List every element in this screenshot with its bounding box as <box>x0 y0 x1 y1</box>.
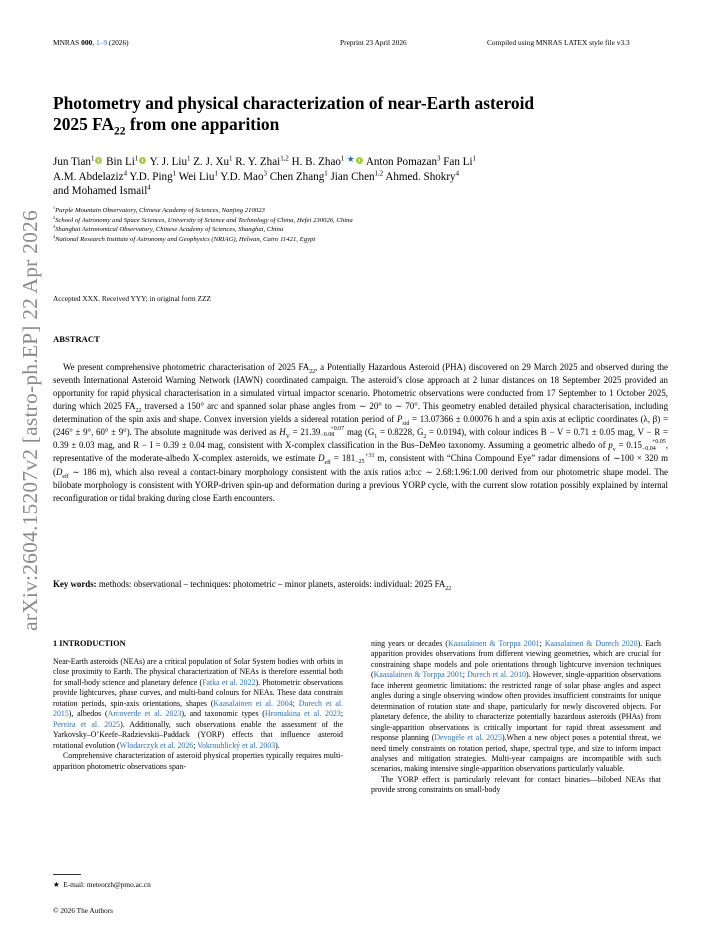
author-name: Jun Tian <box>53 156 91 168</box>
author-name: Anton Pomazan <box>365 156 438 168</box>
page-range-link[interactable]: 1–9 <box>95 38 108 47</box>
footnote-star-icon: ★ <box>53 880 60 889</box>
citation-link[interactable]: Kaasalainen & Durech 2020 <box>544 639 638 648</box>
author-affiliation-marker: 3 <box>263 169 267 177</box>
citation-link[interactable]: Kaasalainen & Torppa 2001 <box>373 670 463 680</box>
author-affiliation-marker: 1 <box>90 155 95 163</box>
paper-title: Photometry and physical characterization of near-Earth asteroid 2025 $FA_{22}$ from one apparition <box>53 93 535 138</box>
keywords: Key words: methods: observational – techniques: photometric – minor planets, asteroids: individual: 2025 $FA_{22}$ <box>53 579 452 592</box>
author-affiliation-marker: 1 <box>172 169 177 177</box>
author-name: R. Y. Zhai <box>235 156 281 168</box>
footnote-rule <box>53 874 81 875</box>
author-affiliation-marker: 1 <box>472 155 476 163</box>
citation-link[interactable]: Devogèle et al. 2025 <box>434 733 502 743</box>
arxiv-stamp: arXiv:2604.15207v2 [astro-ph.EP] 22 Apr 2026 <box>17 209 42 631</box>
citation-link[interactable]: Durech et al. 2010 <box>467 670 526 680</box>
author-affiliation-marker: 1,2 <box>280 155 289 163</box>
author-name: Y.D. Mao <box>220 170 264 183</box>
author-list: Jun Tian$^1$ Bin Li$^1$ Y. J. Liu$^1$ Z. J. Xu$^1$ R. Y. Zhai$^{1,2}$ H. B. Zhao$^1$ ★ Anton Pomazan$^3$ Fan Li$^1$ A.M. Abdelaziz$^4$ Y.D. Ping$^1$ Wei Liu$^1$ Y.D. Mao$^3$ Chen Zhang$^1$ Jian Chen$^{1,2}$ Ahmed. Shokry$^4$ and Mohamed Ismail$^4$ <box>53 154 476 198</box>
author-affiliation-marker: 3 <box>437 155 441 163</box>
citation-link[interactable]: Durech et al. 2015 <box>53 698 343 719</box>
abstract-heading: ABSTRACT <box>53 334 100 344</box>
author-name: Y. J. Liu <box>149 156 188 168</box>
citation-link[interactable]: Fatka et al. 2022 <box>202 677 256 687</box>
author-name: Y.D. Ping <box>129 170 173 183</box>
citation-link[interactable]: Vokrouhlický et al. 2003 <box>197 740 276 750</box>
author-affiliation-marker: 4 <box>455 169 460 177</box>
corresponding-star-icon: ★ <box>344 154 355 164</box>
author-name: Mohamed Ismail <box>71 185 148 198</box>
author-affiliation-marker: 1 <box>214 169 218 177</box>
affiliation-item: $^4$National Research Institute of Astronomy and Geophysics (NRIAG), Helwan, Cairo 11421, Egypt <box>53 233 316 243</box>
running-header-preprint: Preprint 23 April 2026 <box>340 38 407 47</box>
orcid-icon[interactable] <box>139 157 146 164</box>
keywords-label: Key words: <box>53 579 97 589</box>
running-header-style: Compiled using MNRAS LATEX style file v3.3 <box>487 38 630 47</box>
intro-left-column: Near-Earth asteroids (NEAs) are a critical population of Solar System bodies with orbits in close proximity to Earth. The physical characterization of NEAs is therefore essential both for small-body science and planetary defence (Fatka et al. 2022). Photometric observations provide lightcurves, phase curves, and multi-band colours for NEAs. These data constrain rotation periods, spin-axis orientations, shapes (Kaasalainen et al. 2004; Durech et al. 2015), albedos (Arcoverde et al. 2023), and taxonomic types (Hromakina et al. 2023; Pereira et al. 2025). Additionally, such observations enable the assessment of the Yarkovsky–O’Keefe–Radzievskii–Paddack (YORP) effects that influence asteroid rotational evolution (Wlodarczyk et al. 2026; Vokrouhlický et al. 2003). Comprehensive characterization of asteroid physical properties typically requires multi-apparition photometric observations span- <box>53 657 344 771</box>
author-name: Bin Li <box>106 156 135 168</box>
author-name: Chen Zhang <box>269 170 325 183</box>
copyright: © 2026 The Authors <box>53 906 113 915</box>
author-affiliation-marker: 1 <box>229 155 233 163</box>
section-heading-introduction: 1 INTRODUCTION <box>53 639 126 648</box>
author-affiliation-marker: 1 <box>324 169 328 177</box>
abstract-text: We present comprehensive photometric characterisation of 2025 $FA_{22}$, a Potentially Hazardous Asteroid (PHA) discovered on 29 March 2025 and observed during the seventh International Asteroid Warning Network (IAWN) coordinated campaign. The asteroid’s close approach at 2 lunar distances on 18 September 2025 provided an opportunity for rapid physical characterisation in a simulated virtual impactor scenario. Photometric observations were conducted from 17 September to 1 October 2025, during which 2025 $FA_{22}$ traversed a 150° arc and spanned solar phase angles from ∼ 20° to ∼ 70°. This geometry enabled detailed physical characterisation, including determination of the spin axis and shape. Convex inversion yields a sidereal rotation period of $P_{sid} = 13.07366 \pm 0.00076$ h and a spin axis at ecliptic coordinates (λ, β) = (246° ± 9°, 60° ± 9°). The absolute magnitude was derived as $H_V = 21.39 +0.07$ −0.08 mag ($G_1 = 0.8228$, $G_2 = 0.0194$), with colour indices B − V = 0.71 ± 0.05 mag, V − R = 0.39 ± 0.03 mag, and R − I = 0.39 ± 0.04 mag, consistent with X-complex classification in the Bus–DeMeo taxonomy. Assuming a geometric albedo of $p_v = 0.15 +0.05$ −0.04 , representative of the moderate-albedo X-complex asteroids, we estimate $D_{eff} = 181 +31$ −25 m, consistent with “China Compound Eye” radar dimensions of ∼100 × 320 m ($D_{eff}$ ∼ 186 m), which also reveal a contact-binary morphology consistent with the axis ratios a:b:c ∼ 2.68:1.96:1.00 derived from our photometric shape model. The bilobate morphology is consistent with YORP-driven spin-up and deformation during a previous YORP cycle, with the current slow rotation possibly explained by internal reconfiguration or tidal braking during close Earth encounters. <box>53 362 669 503</box>
author-name: Ahmed. Shokry <box>385 170 456 183</box>
author-affiliation-marker: 4 <box>147 184 151 192</box>
author-name: Z. J. Xu <box>193 156 230 168</box>
citation-link[interactable]: Hromakina et al. 2023 <box>264 709 341 719</box>
affiliation-item: $^2$School of Astronomy and Space Sciences, University of Science and Technology of China, Hefei 230026, China <box>53 214 353 224</box>
author-name: Fan Li <box>443 156 473 168</box>
author-affiliation-marker: 1 <box>340 155 345 163</box>
orcid-icon[interactable] <box>95 157 102 164</box>
acceptance-note: Accepted XXX. Received YYY; in original form ZZZ <box>53 294 211 303</box>
footnote-email: ★ E-mail: meteorzh@pmo.ac.cn <box>53 880 151 889</box>
citation-link[interactable]: Arcoverde et al. 2023 <box>107 709 182 719</box>
citation-link[interactable]: Kaasalainen et al. 2004 <box>213 698 293 708</box>
orcid-icon[interactable] <box>356 157 363 164</box>
author-affiliation-marker: 1 <box>134 155 139 163</box>
author-affiliation-marker: 4 <box>123 169 127 177</box>
running-header-journal: MNRAS 000, 1–9 (2026) <box>53 38 129 47</box>
citation-link[interactable]: Kaasalainen & Torppa 2001 <box>447 639 540 648</box>
affiliation-list <box>53 206 653 244</box>
affiliation-item: $^1$Purple Mountain Observatory, Chinese Academy of Sciences, Nanjing 210023 <box>53 204 265 214</box>
author-name: A.M. Abdelaziz <box>53 170 124 183</box>
author-name: Jian Chen <box>330 170 375 183</box>
citation-link[interactable]: Pereira et al. 2025 <box>53 719 121 729</box>
citation-link[interactable]: Wlodarczyk et al. 2026 <box>119 740 194 750</box>
author-name: H. B. Zhao <box>291 156 341 168</box>
intro-right-column: ning years or decades (Kaasalainen & Torppa 2001; Kaasalainen & Durech 2020). Each apparition provides observations from different viewing geometries, which are crucial for constraining shape models and pole orientations through lightcurve inversion techniques (Kaasalainen & Torppa 2001; Durech et al. 2010). However, single-apparition observations face inherent geometric limitations: the restricted range of solar phase angles and aspect angles during a single observing window often provides insufficient constraints for unique determination of rotation state and shape, particularly for newly discovered objects. For planetary defence, the ability to characterize potentially hazardous asteroids (PHAs) from single-apparition observations is critically important for rapid threat assessment and response planning (Devogèle et al. 2025).When a new object poses a potential threat, we need timely constraints on rotation period, shape, spectral type, and size to inform impact analyses and mitigation strategies. Multi-year campaigns are incompatible with such scenarios, making intensive single-apparition observations particularly valuable. The YORP effect is particularly relevant for contact binaries—bilobed NEAs that provide strong constraints on small-body <box>371 639 662 795</box>
author-affiliation-marker: 1 <box>187 155 191 163</box>
affiliation-item: $^3$Shanghai Astronomical Observatory, Chinese Academy of Sciences, Shanghai, China <box>53 223 284 234</box>
author-name: Wei Liu <box>178 170 215 183</box>
author-affiliation-marker: 1,2 <box>374 169 384 177</box>
